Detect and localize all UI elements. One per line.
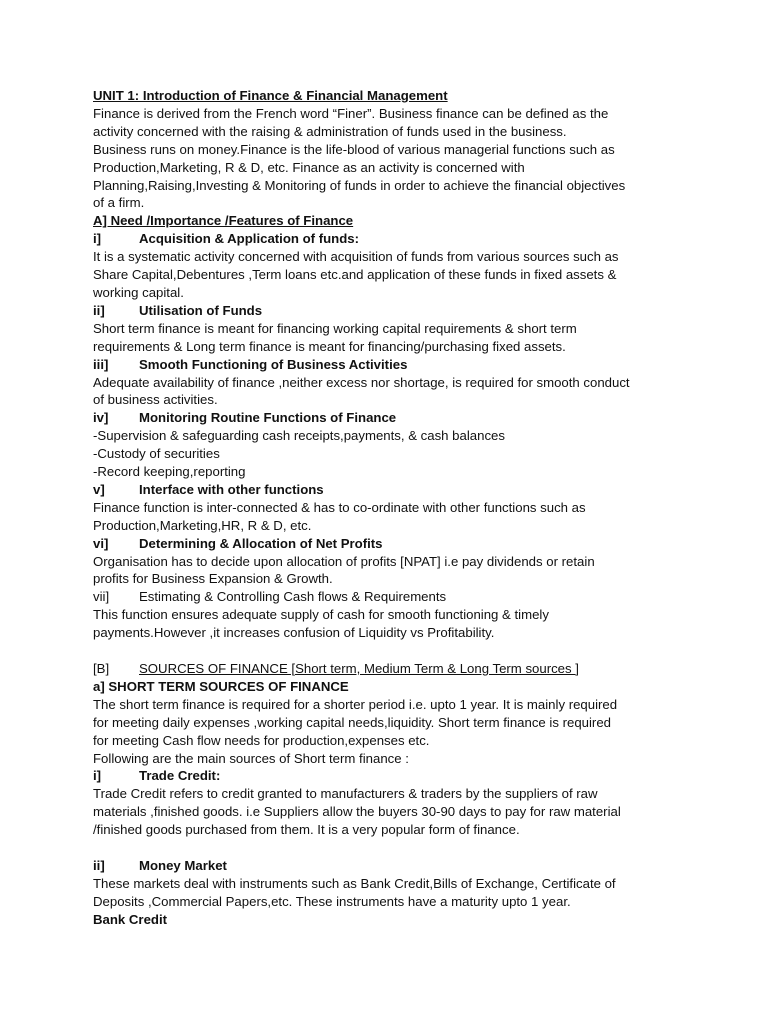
- text-line: payments.However ,it increases confusion of Liquidity vs Profitability.: [93, 625, 495, 641]
- item-heading: [93, 535, 693, 553]
- item-number: iv]: [93, 410, 109, 426]
- item-title: Interface with other functions: [139, 481, 324, 497]
- item-title: Utilisation of Funds: [139, 302, 263, 318]
- text-line: requirements & Long term finance is meant for financing/purchasing fixed assets.: [93, 338, 566, 354]
- text-line: activity concerned with the raising & administration of funds used in the business.: [93, 123, 567, 139]
- item-number: i]: [93, 768, 102, 784]
- item-heading: [93, 356, 693, 374]
- text-line: -Custody of securities: [93, 446, 220, 462]
- bank-credit-heading: Bank Credit: [93, 911, 168, 927]
- text-line: working capital.: [93, 284, 184, 300]
- text-line: It is a systematic activity concerned with acquisition of funds from various sources such as: [93, 249, 619, 265]
- blank-line: [93, 839, 693, 857]
- item-heading: [93, 857, 693, 875]
- text-line: Trade Credit refers to credit granted to manufacturers & traders by the suppliers of raw: [93, 786, 598, 802]
- section-b-heading: [93, 660, 693, 678]
- item-title: Acquisition & Application of funds:: [139, 231, 360, 247]
- text-line: Share Capital,Debentures ,Term loans etc.and application of these funds in fixed assets &: [93, 267, 617, 283]
- text-line: Organisation has to decide upon allocation of profits [NPAT] i.e pay dividends or retain: [93, 553, 595, 569]
- item-title: Estimating & Controlling Cash flows & Requirements: [139, 589, 447, 605]
- item-number: ii]: [93, 302, 105, 318]
- document-body: [93, 87, 693, 929]
- item-title: Money Market: [139, 857, 227, 873]
- item-heading: [93, 409, 693, 427]
- text-line: -Record keeping,reporting: [93, 464, 246, 480]
- text-line: Finance is derived from the French word “Finer”. Business finance can be defined as the: [93, 105, 609, 121]
- item-heading: [93, 588, 693, 606]
- item-heading: [93, 767, 693, 785]
- text-line: of a firm.: [93, 195, 145, 211]
- text-line: for meeting daily expenses ,working capital needs,liquidity. Short term finance is required: [93, 714, 611, 730]
- item-number: vii]: [93, 589, 110, 605]
- item-number: iii]: [93, 356, 109, 372]
- item-number: v]: [93, 481, 105, 497]
- text-line: materials ,finished goods. i.e Suppliers allow the buyers 30-90 days to pay for raw material: [93, 804, 621, 820]
- text-line: Adequate availability of finance ,neither excess nor shortage, is required for smooth conduct: [93, 374, 630, 390]
- text-line: Finance function is inter-connected & has to co-ordinate with other functions such as: [93, 499, 586, 515]
- item-heading: [93, 230, 693, 248]
- text-line: These markets deal with instruments such as Bank Credit,Bills of Exchange, Certificate of: [93, 875, 616, 891]
- unit-title: UNIT 1: Introduction of Finance & Financial Management: [93, 88, 448, 103]
- text-line: Production,Marketing,HR, R & D, etc.: [93, 517, 312, 533]
- item-number: vi]: [93, 535, 109, 551]
- text-line: profits for Business Expansion & Growth.: [93, 571, 333, 587]
- text-line: of business activities.: [93, 392, 218, 408]
- item-title: Smooth Functioning of Business Activities: [139, 356, 408, 372]
- section-title: SOURCES OF FINANCE [Short term, Medium Term & Long Term sources ]: [139, 660, 579, 676]
- blank-line: [93, 642, 693, 660]
- text-line: The short term finance is required for a shorter period i.e. upto 1 year. It is mainly required: [93, 696, 618, 712]
- text-line: -Supervision & safeguarding cash receipts,payments, & cash balances: [93, 428, 505, 444]
- item-heading: [93, 302, 693, 320]
- text-line: Planning,Raising,Investing & Monitoring of funds in order to achieve the financial objectives: [93, 177, 626, 193]
- item-number: ii]: [93, 857, 105, 873]
- sub-heading: a] SHORT TERM SOURCES OF FINANCE: [93, 678, 349, 694]
- text-line: Production,Marketing, R & D, etc. Finance as an activity is concerned with: [93, 159, 525, 175]
- text-line: /finished goods purchased from them. It is a very popular form of finance.: [93, 822, 520, 838]
- text-line: Short term finance is meant for financing working capital requirements & short term: [93, 320, 577, 336]
- item-title: Monitoring Routine Functions of Finance: [139, 410, 397, 426]
- text-line: Deposits ,Commercial Papers,etc. These instruments have a maturity upto 1 year.: [93, 893, 571, 909]
- text-line: Business runs on money.Finance is the life-blood of various managerial functions such as: [93, 141, 615, 157]
- section-a-heading: A] Need /Importance /Features of Finance: [93, 213, 354, 229]
- text-line: This function ensures adequate supply of cash for smooth functioning & timely: [93, 607, 549, 623]
- item-title: Trade Credit:: [139, 768, 221, 784]
- item-title: Determining & Allocation of Net Profits: [139, 535, 383, 551]
- section-number: [B]: [93, 660, 110, 676]
- text-line: Following are the main sources of Short term finance :: [93, 750, 409, 766]
- intro-paragraph: [93, 105, 693, 212]
- item-heading: [93, 481, 693, 499]
- text-line: for meeting Cash flow needs for production,expenses etc.: [93, 732, 430, 748]
- item-number: i]: [93, 231, 102, 247]
